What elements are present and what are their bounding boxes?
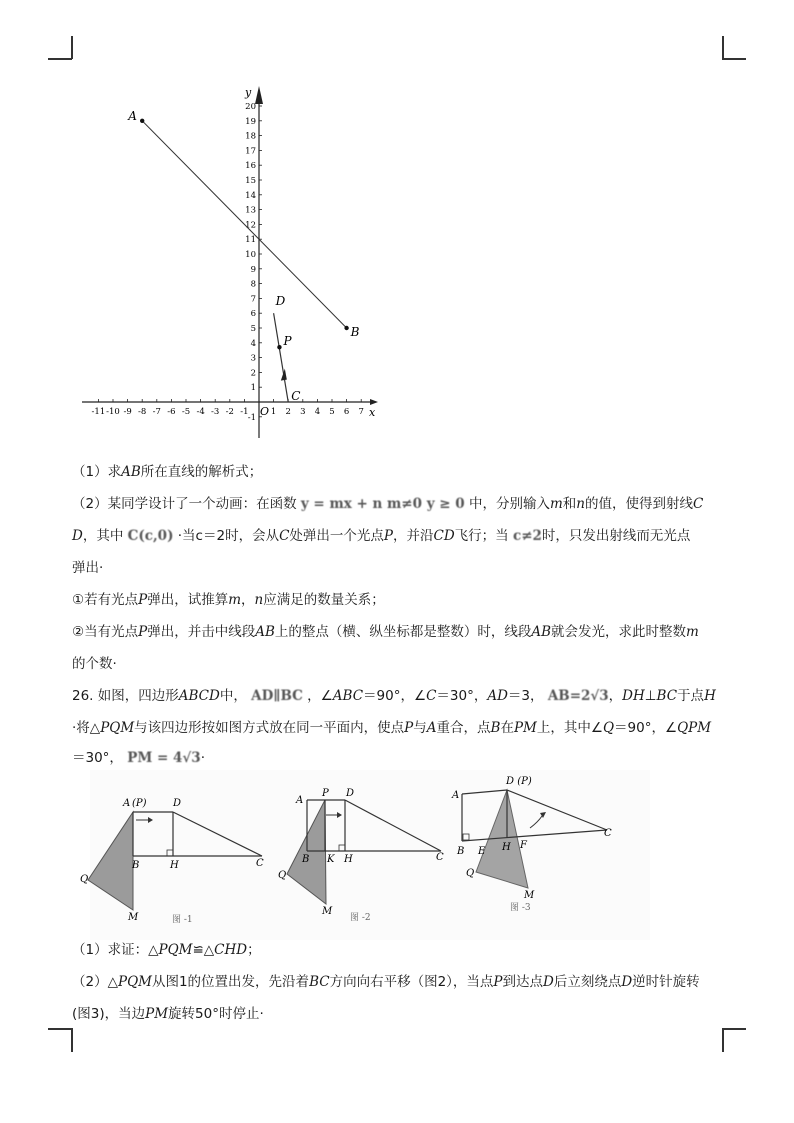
- q25-part2-line1: （2）某同学设计了一个动画：在函数 y = mx + n m≠0 y ≥ 0 中，分别输入m和n的值，使得到射线C: [72, 496, 704, 512]
- fig1-caption: 图 -1: [172, 915, 193, 925]
- q26-line1: 26. 如图，四边形ABCD中， AD∥BC ，∠ABC＝90°，∠C＝30°，AD＝3， AB=2√3，DH⊥BC于点H: [72, 688, 716, 704]
- fig3-label-b: B: [457, 846, 465, 857]
- fig3-label-h: H: [502, 842, 511, 853]
- x-tick-label: -1: [240, 407, 249, 417]
- y-tick-label: 6: [250, 309, 256, 320]
- y-tick-label: 16: [245, 161, 256, 172]
- fig1-label-q: Q: [80, 874, 89, 885]
- point-label-p: P: [283, 334, 292, 349]
- y-tick-label: 19: [245, 116, 256, 127]
- point-b: [344, 326, 348, 330]
- graph-points: [127, 109, 359, 403]
- y-tick-label: 8: [250, 279, 256, 290]
- fig2-label-p: P: [322, 788, 329, 799]
- y-tick-label: 15: [245, 176, 256, 186]
- y-tick-label: 10: [245, 250, 256, 260]
- x-tick-label: 2: [285, 407, 291, 417]
- fig1-label-c: C: [256, 858, 264, 869]
- blurred-pm-length: PM = 4√3: [127, 750, 201, 766]
- x-tick-label: -8: [138, 407, 147, 417]
- ray-cd: [274, 313, 289, 402]
- y-tick-label: 14: [245, 190, 256, 201]
- coordinate-graph: [0, 0, 794, 450]
- x-tick-label: 1: [270, 407, 277, 417]
- point-label-d: D: [275, 294, 286, 309]
- origin-label: O: [260, 405, 270, 418]
- q26-line2: ·将△PQM与该四边形按如图方式放在同一平面内，使点P与A重合，点B在PM上，其中∠Q＝90°，∠QPM: [72, 720, 712, 736]
- x-tick-label: 6: [343, 407, 350, 417]
- geometry-figures: [0, 770, 794, 940]
- blurred-c-not-2: c≠2: [512, 528, 542, 544]
- x-tick-label: 3: [300, 407, 306, 417]
- fig3-label-a: A: [452, 790, 460, 801]
- y-tick-label: 20: [245, 102, 256, 112]
- graph-ticks: [92, 102, 364, 423]
- y-tick-label: 5: [250, 324, 256, 334]
- q26-part1: （1）求证：△PQM≌△CHD；: [72, 942, 261, 958]
- q25-part2-line2: D，其中 C(c,0) ·当c＝2时，会从C处弹出一个光点P，并沿CD飞行；当 c≠2时，只发出射线而无光点: [72, 528, 691, 544]
- crop-mark-bottom-right-v: [722, 1028, 724, 1052]
- q26-line3: ＝30°， PM = 4√3·: [72, 750, 205, 766]
- x-tick-label: -6: [167, 407, 176, 417]
- fig3-label-c: C: [604, 828, 612, 839]
- x-tick-label: -9: [123, 407, 132, 417]
- fig3-caption: 图 -3: [510, 903, 531, 913]
- y-tick-label: 7: [250, 294, 256, 305]
- graph-axes: [82, 86, 378, 438]
- x-tick-label: -11: [91, 407, 106, 417]
- fig2-label-b: B: [302, 854, 310, 865]
- crop-mark-bottom-left-v: [71, 1028, 73, 1052]
- x-tick-label: 4: [314, 407, 321, 417]
- q25-part1: （1）求AB所在直线的解析式；: [72, 464, 263, 480]
- fig1-label-d: D: [173, 798, 182, 809]
- fig3-label-dp: D (P): [506, 776, 532, 787]
- crop-mark-bottom-right-h: [722, 1028, 746, 1030]
- fig2-label-h: H: [344, 854, 353, 865]
- x-tick-label: -3: [211, 407, 220, 417]
- y-tick-label: 11: [245, 235, 256, 246]
- fig2-caption: 图 -2: [350, 913, 371, 923]
- x-tick-label: -7: [152, 407, 161, 417]
- crop-mark-bottom-left-h: [48, 1028, 72, 1030]
- point-label-c: C: [291, 389, 301, 403]
- y-tick-label: 17: [245, 146, 256, 157]
- fig3-label-m: M: [524, 890, 535, 901]
- y-tick-label: 4: [250, 338, 256, 349]
- y-axis-arrow: [255, 86, 263, 104]
- fig1-label-m: M: [128, 912, 139, 923]
- y-tick-label: 1: [250, 383, 256, 394]
- x-tick-label: -10: [106, 407, 120, 417]
- fig3-label-e: E: [478, 846, 486, 857]
- fig3-label-q: Q: [466, 868, 475, 879]
- fig2-label-q: Q: [278, 870, 287, 881]
- point-a: [140, 119, 144, 123]
- q26-part2-line1: （2）△PQM从图1的位置出发，先沿着BC方向向右平移（图2），当点P到达点D后立刻绕点D逆时针旋转: [72, 974, 700, 990]
- q26-part2-line2: (图3)，当边PM旋转50°时停止·: [72, 1006, 264, 1022]
- fig1-label-h: H: [170, 860, 179, 871]
- point-label-b: B: [350, 325, 360, 339]
- ray-arrow: [281, 369, 287, 381]
- y-tick-label: 9: [250, 264, 256, 275]
- fig2-label-k: K: [327, 854, 335, 865]
- fig2-label-c: C: [436, 852, 444, 863]
- q25-sub2-line2: 的个数·: [72, 656, 117, 672]
- blurred-parallel: AD∥BC: [251, 688, 303, 704]
- blurred-formula: y = mx + n m≠0 y ≥ 0: [300, 496, 465, 512]
- blurred-ab-length: AB=2√3: [547, 688, 609, 704]
- q25-sub2-line1: ②当有光点P弹出，并击中线段AB上的整点（横、纵坐标都是整数）时，线段AB就会发光，求此时整数m: [72, 624, 699, 640]
- point-label-a: A: [128, 108, 137, 123]
- fig3-label-f: F: [520, 840, 527, 851]
- point-p: [277, 345, 281, 349]
- q25-part2-line3: 弹出·: [72, 560, 104, 576]
- fig1-label-b: B: [132, 860, 140, 871]
- x-axis-arrow: [370, 399, 378, 405]
- y-tick-label: 2: [250, 368, 256, 379]
- y-tick-label: 18: [245, 131, 256, 142]
- x-tick-label: 5: [329, 407, 335, 417]
- fig1-label-p: (P): [132, 798, 147, 809]
- y-tick-label: 3: [250, 353, 256, 364]
- fig2-label-a: A: [296, 795, 304, 806]
- y-tick-label: 12: [245, 220, 256, 231]
- y-tick-label: 13: [245, 205, 256, 216]
- fig2-label-m: M: [322, 906, 333, 917]
- y-axis-label: y: [245, 86, 252, 99]
- fig1-label-a: A: [123, 798, 131, 809]
- x-tick-label: -5: [181, 407, 191, 417]
- fig2-label-d: D: [346, 788, 355, 799]
- y-tick-label: -1: [247, 412, 256, 423]
- x-axis-label: x: [369, 406, 376, 419]
- x-tick-label: -4: [196, 407, 205, 417]
- x-tick-label: 7: [358, 407, 364, 417]
- x-tick-label: -2: [225, 407, 234, 417]
- q25-sub1: ①若有光点P弹出，试推算m，n应满足的数量关系；: [72, 592, 385, 608]
- blurred-condition: C(c,0): [127, 528, 174, 544]
